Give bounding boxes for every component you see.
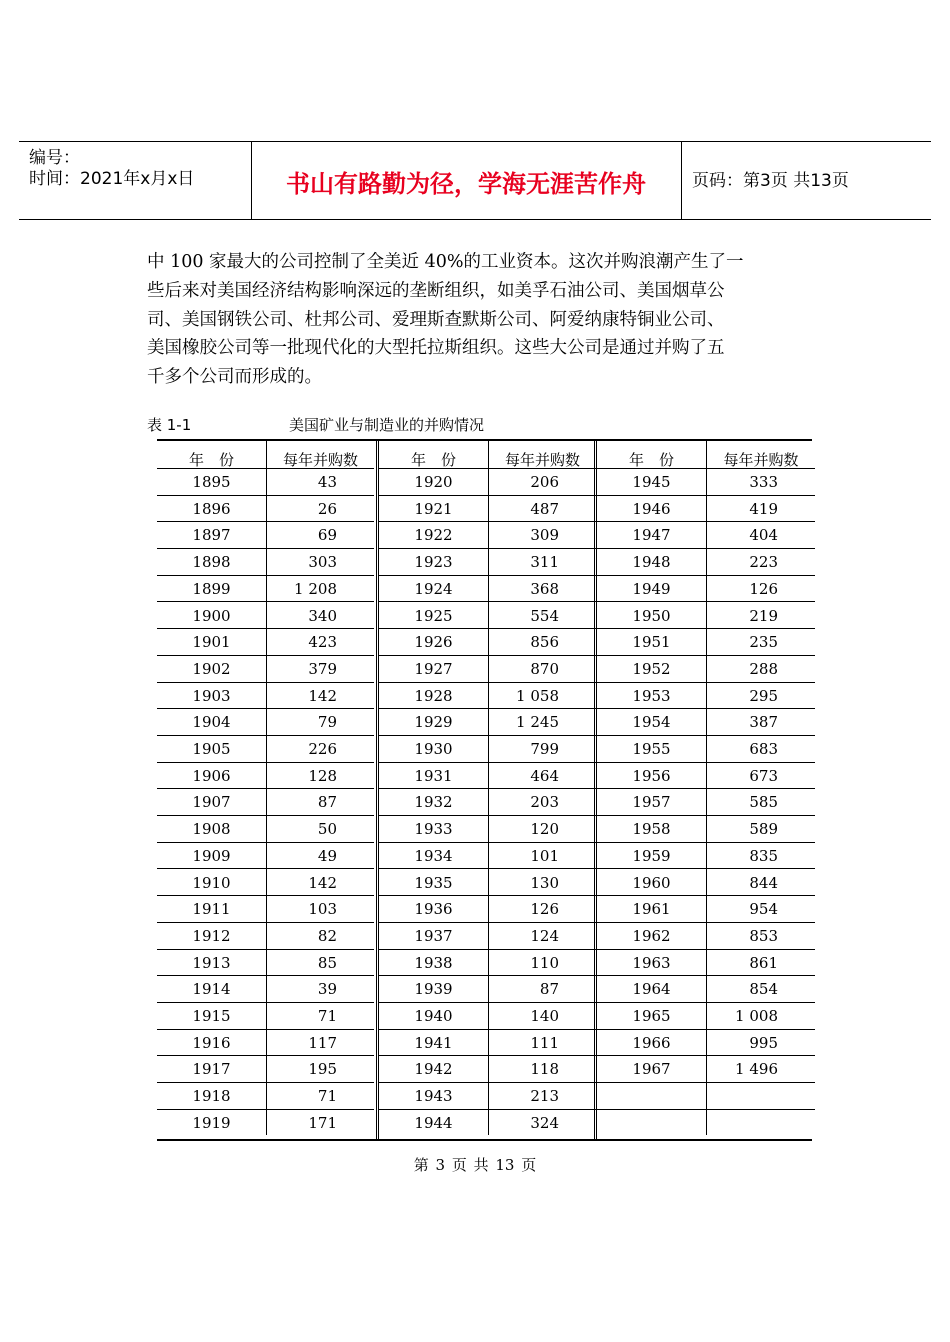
year-cell: 1955: [597, 735, 707, 762]
year-cell: 1896: [157, 495, 267, 522]
merger-count-cell: 387: [749, 713, 778, 732]
year-cell: 1925: [379, 602, 489, 629]
table-row: [157, 575, 374, 603]
year-cell: 1960: [597, 869, 707, 896]
merger-count-cell: 673: [749, 766, 778, 785]
year-cell: 1966: [597, 1029, 707, 1056]
year-cell: 1928: [379, 682, 489, 709]
year-cell: 1954: [597, 708, 707, 735]
table-row: [597, 922, 815, 950]
year-cell: 1922: [379, 521, 489, 548]
merger-count-cell: 861: [749, 953, 778, 972]
body-paragraph: [147, 248, 809, 392]
table-row: [379, 735, 596, 763]
year-cell: 1927: [379, 655, 489, 682]
merger-count-cell: 128: [308, 766, 337, 785]
year-cell: 1953: [597, 682, 707, 709]
year-cell: 1908: [157, 815, 267, 842]
merger-count-cell: 854: [749, 980, 778, 999]
table-row: [157, 708, 374, 736]
merger-count-cell: 50: [317, 820, 337, 839]
table-row: [597, 735, 815, 763]
table-row: [379, 1055, 596, 1083]
document-time-label: 时间：2021年x月x日: [29, 169, 195, 189]
table-column-group: [376, 441, 596, 1139]
year-cell: 1934: [379, 842, 489, 869]
table-row: [379, 949, 596, 977]
table-caption-number: 表 1-1: [147, 416, 192, 434]
table-row: [157, 548, 374, 576]
merger-count-cell: 954: [749, 900, 778, 919]
year-cell: 1900: [157, 602, 267, 629]
year-cell: 1944: [379, 1109, 489, 1136]
merger-count-cell: 101: [530, 846, 559, 865]
year-cell: 1951: [597, 628, 707, 655]
table-row: [597, 949, 815, 977]
merger-count-cell: 120: [530, 820, 559, 839]
table-row: [157, 762, 374, 790]
year-cell: 1961: [597, 895, 707, 922]
table-row: [597, 1082, 815, 1110]
merger-count-cell: 39: [317, 980, 337, 999]
merger-count-cell: 82: [317, 926, 337, 945]
year-cell: 1949: [597, 575, 707, 602]
year-cell: 1937: [379, 922, 489, 949]
year-cell: 1959: [597, 842, 707, 869]
merger-count-cell: 311: [530, 553, 559, 572]
table-row: [597, 682, 815, 710]
year-cell: 1912: [157, 922, 267, 949]
merger-count-cell: 1 208: [294, 579, 337, 598]
merger-count-cell: 683: [749, 740, 778, 758]
merger-count-cell: [707, 1109, 815, 1136]
merger-count-cell: 379: [308, 659, 337, 678]
merger-count-cell: 111: [530, 1033, 559, 1052]
year-cell: 1905: [157, 735, 267, 762]
merger-count-cell: 140: [530, 1007, 559, 1025]
table-row: [379, 1002, 596, 1030]
table-row: [597, 495, 815, 523]
table-row: [379, 548, 596, 576]
merger-count-cell: 206: [530, 473, 559, 491]
year-cell: 1967: [597, 1055, 707, 1082]
table-row: [379, 708, 596, 736]
table-row: [157, 655, 374, 683]
year-cell: 1956: [597, 762, 707, 789]
table-row: [597, 548, 815, 576]
table-row: [157, 975, 374, 1003]
header-right-cell: [682, 142, 931, 219]
merger-count-cell: 203: [530, 793, 559, 812]
year-cell: 1906: [157, 762, 267, 789]
table-row: [379, 1082, 596, 1110]
year-cell: 1915: [157, 1002, 267, 1029]
merger-count-cell: 223: [749, 553, 778, 572]
count-column-header: 每年并购数: [504, 451, 580, 469]
year-cell: 1935: [379, 869, 489, 896]
table-row: [597, 1002, 815, 1030]
table-header-row: [379, 441, 596, 469]
year-cell: [597, 1109, 707, 1136]
merger-count-cell: 87: [539, 980, 559, 999]
year-cell: 1903: [157, 682, 267, 709]
table-row: [157, 1082, 374, 1110]
year-cell: 1924: [379, 575, 489, 602]
merger-count-cell: 103: [308, 900, 337, 919]
merger-count-cell: 87: [317, 793, 337, 812]
year-cell: 1926: [379, 628, 489, 655]
table-row: [157, 468, 374, 496]
table-row: [597, 815, 815, 843]
table-row: [379, 682, 596, 710]
year-cell: 1946: [597, 495, 707, 522]
merger-table: [157, 439, 812, 1141]
merger-count-cell: 235: [749, 633, 778, 652]
merger-count-cell: 219: [749, 606, 778, 625]
merger-count-cell: 844: [749, 873, 778, 892]
year-cell: 1964: [597, 975, 707, 1002]
table-row: [379, 655, 596, 683]
table-row: [379, 922, 596, 950]
merger-count-cell: 799: [530, 740, 559, 758]
table-row: [379, 468, 596, 496]
merger-count-cell: 85: [317, 953, 337, 972]
table-row: [157, 521, 374, 549]
year-cell: [597, 1082, 707, 1109]
year-cell: 1913: [157, 949, 267, 976]
table-row: [597, 521, 815, 549]
table-row: [157, 495, 374, 523]
year-cell: 1914: [157, 975, 267, 1002]
year-cell: 1939: [379, 975, 489, 1002]
year-cell: 1938: [379, 949, 489, 976]
year-cell: 1931: [379, 762, 489, 789]
table-row: [597, 1029, 815, 1057]
table-row: [379, 521, 596, 549]
merger-count-cell: 554: [530, 606, 559, 625]
header-middle-cell: [251, 142, 682, 219]
year-column-header: 年 份: [157, 441, 267, 468]
paragraph-line: 中 100 家最大的公司控制了全美近 40%的工业资本。这次并购浪潮产生了一: [147, 252, 744, 272]
header-page-info: 页码：第3页 共13页: [692, 171, 849, 191]
table-row: [597, 975, 815, 1003]
merger-count-cell: [707, 1082, 815, 1109]
page-footer: 第 3 页 共 13 页: [413, 1156, 537, 1174]
merger-count-cell: 295: [749, 686, 778, 705]
year-cell: 1895: [157, 468, 267, 495]
year-cell: 1932: [379, 788, 489, 815]
year-cell: 1904: [157, 708, 267, 735]
table-row: [157, 949, 374, 977]
year-cell: 1957: [597, 788, 707, 815]
paragraph-line: 些后来对美国经济结构影响深远的垄断组织，如美孚石油公司、美国烟草公: [147, 280, 725, 301]
merger-count-cell: 43: [317, 473, 337, 491]
table-row: [379, 788, 596, 816]
table-row: [597, 1109, 815, 1136]
merger-count-cell: 171: [308, 1113, 337, 1132]
header-motto: 书山有路勤为径，学海无涯苦作舟: [286, 170, 646, 198]
merger-count-cell: 1 496: [735, 1060, 778, 1079]
merger-count-cell: 110: [530, 953, 559, 972]
merger-count-cell: 118: [530, 1060, 559, 1079]
merger-count-cell: 870: [530, 659, 559, 678]
table-row: [597, 895, 815, 923]
table-row: [157, 1029, 374, 1057]
table-row: [597, 655, 815, 683]
paragraph-line: 司、美国钢铁公司、杜邦公司、爱理斯查默斯公司、阿爱纳康特铜业公司、: [147, 309, 725, 330]
year-cell: 1909: [157, 842, 267, 869]
year-cell: 1945: [597, 468, 707, 495]
year-cell: 1921: [379, 495, 489, 522]
year-cell: 1958: [597, 815, 707, 842]
merger-count-cell: 79: [317, 713, 337, 732]
year-cell: 1916: [157, 1029, 267, 1056]
merger-count-cell: 589: [749, 820, 778, 839]
year-cell: 1911: [157, 895, 267, 922]
merger-count-cell: 117: [308, 1033, 337, 1052]
year-cell: 1897: [157, 521, 267, 548]
merger-count-cell: 1 008: [735, 1007, 778, 1025]
merger-count-cell: 835: [749, 846, 778, 865]
year-cell: 1899: [157, 575, 267, 602]
table-row: [597, 468, 815, 496]
table-row: [379, 1109, 596, 1136]
table-row: [597, 842, 815, 870]
year-cell: 1910: [157, 869, 267, 896]
table-row: [379, 815, 596, 843]
table-row: [157, 628, 374, 656]
table-row: [157, 788, 374, 816]
table-row: [157, 842, 374, 870]
table-row: [597, 602, 815, 630]
year-cell: 1943: [379, 1082, 489, 1109]
year-cell: 1963: [597, 949, 707, 976]
year-column-header: 年 份: [379, 441, 489, 468]
table-row: [157, 815, 374, 843]
table-header-row: [597, 441, 815, 469]
year-cell: 1918: [157, 1082, 267, 1109]
table-column-group: [157, 441, 374, 1139]
year-cell: 1940: [379, 1002, 489, 1029]
merger-count-cell: 324: [530, 1113, 559, 1132]
year-cell: 1936: [379, 895, 489, 922]
table-row: [157, 1002, 374, 1030]
table-row: [157, 895, 374, 923]
paragraph-line: 美国橡胶公司等一批现代化的大型托拉斯组织。这些大公司是通过并购了五: [147, 338, 725, 359]
table-row: [379, 762, 596, 790]
merger-count-cell: 69: [317, 526, 337, 545]
year-cell: 1948: [597, 548, 707, 575]
year-cell: 1962: [597, 922, 707, 949]
table-row: [157, 869, 374, 897]
table-row: [379, 628, 596, 656]
merger-count-cell: 487: [530, 499, 559, 518]
year-cell: 1941: [379, 1029, 489, 1056]
merger-count-cell: 464: [530, 766, 559, 785]
table-row: [379, 602, 596, 630]
merger-count-cell: 368: [530, 579, 559, 598]
header-left-cell: [19, 142, 252, 219]
merger-count-cell: 142: [308, 686, 337, 705]
year-cell: 1965: [597, 1002, 707, 1029]
table-row: [157, 682, 374, 710]
year-cell: 1930: [379, 735, 489, 762]
year-cell: 1947: [597, 521, 707, 548]
year-cell: 1907: [157, 788, 267, 815]
table-header-row: [157, 441, 374, 469]
table-row: [379, 495, 596, 523]
table-caption-title: 美国矿业与制造业的并购情况: [289, 416, 485, 434]
table-row: [597, 1055, 815, 1083]
table-row: [379, 895, 596, 923]
table-row: [597, 762, 815, 790]
table-row: [379, 575, 596, 603]
table-row: [157, 1055, 374, 1083]
table-row: [379, 869, 596, 897]
year-cell: 1923: [379, 548, 489, 575]
year-cell: 1919: [157, 1109, 267, 1136]
table-row: [597, 575, 815, 603]
count-column-header: 每年并购数: [282, 451, 358, 469]
year-cell: 1933: [379, 815, 489, 842]
merger-count-cell: 142: [308, 873, 337, 892]
merger-count-cell: 49: [317, 846, 337, 865]
merger-count-cell: 1 245: [516, 713, 559, 732]
merger-count-cell: 126: [749, 579, 778, 598]
table-row: [379, 1029, 596, 1057]
merger-count-cell: 195: [308, 1060, 337, 1079]
document-number-label: 编号：: [29, 148, 80, 168]
year-cell: 1942: [379, 1055, 489, 1082]
merger-count-cell: 856: [530, 633, 559, 652]
year-cell: 1901: [157, 628, 267, 655]
merger-count-cell: 226: [308, 740, 337, 758]
table-row: [157, 1109, 374, 1136]
merger-count-cell: 71: [317, 1087, 337, 1106]
merger-count-cell: 853: [749, 926, 778, 945]
merger-count-cell: 340: [308, 606, 337, 625]
merger-count-cell: 126: [530, 900, 559, 919]
merger-count-cell: 130: [530, 873, 559, 892]
year-cell: 1950: [597, 602, 707, 629]
merger-count-cell: 333: [749, 473, 778, 491]
merger-count-cell: 303: [308, 553, 337, 572]
table-row: [157, 602, 374, 630]
merger-count-cell: 124: [530, 926, 559, 945]
year-cell: 1902: [157, 655, 267, 682]
table-row: [597, 628, 815, 656]
merger-count-cell: 585: [749, 793, 778, 812]
merger-count-cell: 309: [530, 526, 559, 545]
table-column-group: [594, 441, 815, 1139]
table-row: [157, 922, 374, 950]
merger-count-cell: 213: [530, 1087, 559, 1106]
table-row: [379, 842, 596, 870]
merger-count-cell: 71: [317, 1007, 337, 1025]
table-row: [597, 708, 815, 736]
year-cell: 1898: [157, 548, 267, 575]
merger-count-cell: 995: [749, 1033, 778, 1052]
table-row: [379, 975, 596, 1003]
merger-count-cell: 404: [749, 526, 778, 545]
merger-count-cell: 26: [317, 499, 337, 518]
merger-count-cell: 419: [749, 499, 778, 518]
year-cell: 1917: [157, 1055, 267, 1082]
count-column-header: 每年并购数: [723, 451, 799, 469]
year-cell: 1952: [597, 655, 707, 682]
table-row: [597, 869, 815, 897]
merger-count-cell: 1 058: [516, 686, 559, 705]
merger-count-cell: 288: [749, 659, 778, 678]
merger-count-cell: 423: [308, 633, 337, 652]
page-header: [19, 141, 931, 220]
table-row: [597, 788, 815, 816]
year-cell: 1929: [379, 708, 489, 735]
paragraph-line: 千多个公司而形成的。: [147, 367, 322, 388]
table-row: [157, 735, 374, 763]
year-cell: 1920: [379, 468, 489, 495]
year-column-header: 年 份: [597, 441, 707, 468]
